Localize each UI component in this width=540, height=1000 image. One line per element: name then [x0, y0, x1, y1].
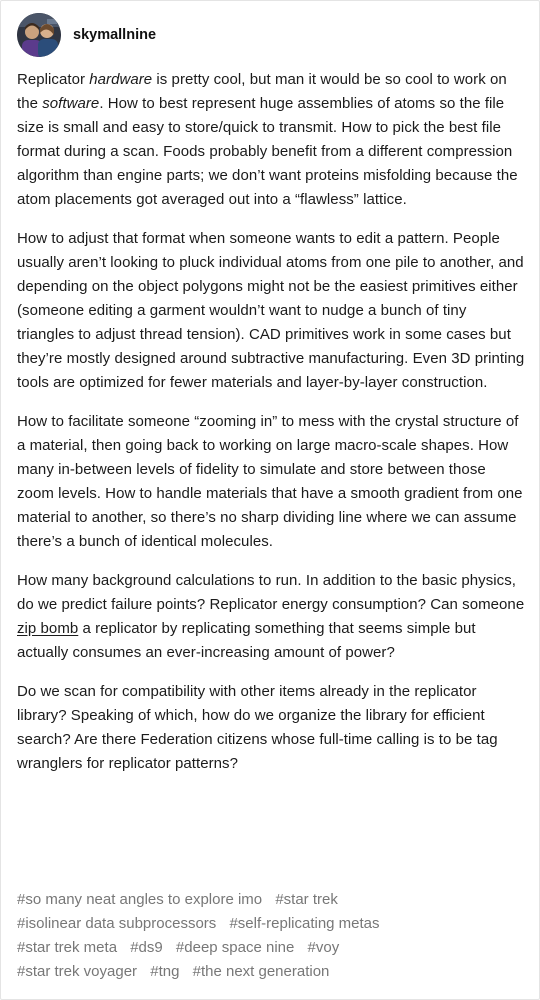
tag-link[interactable]: #isolinear data subprocessors [17, 915, 217, 932]
tag-link[interactable]: #the next generation [192, 963, 330, 980]
tag-link[interactable]: #so many neat angles to explore imo [17, 891, 263, 908]
username-link[interactable]: skymallnine [73, 27, 157, 43]
paragraph-1-text-e: . How to best represent huge assemblies of atoms so the file size is small and easy to store/quick to transmit. How to pick the best file format during a scan. Foods probably benefit from a different compression algorithm than engine parts; we don’t want proteins misfolding because the atom placements got averaged out into a “flawless” lattice. [17, 95, 518, 208]
tag-link[interactable]: #star trek meta [17, 939, 118, 956]
paragraph-1-em-hardware: hardware [89, 71, 153, 88]
paragraph-4-text-b: a replicator by replicating something that seems simple but actually consumes an ever-increasing amount of power? [17, 620, 476, 661]
avatar-photo-icon[interactable] [17, 13, 61, 57]
paragraph-1-text-c: is pretty cool, but man it would be so cool to work on the [17, 71, 507, 112]
tag-link[interactable]: #deep space nine [175, 939, 295, 956]
tag-link[interactable]: #ds9 [130, 939, 163, 956]
post-header [17, 13, 156, 57]
post-body [17, 68, 525, 791]
tag-link[interactable]: #tng [150, 963, 180, 980]
paragraph-5: Do we scan for compatibility with other items already in the replicator library? Speaking of which, how do we organize the library for efficient search? Are there Federation citizens whose full-time calling is to be tag wranglers for replicator patterns? [17, 683, 498, 772]
paragraph-2: How to adjust that format when someone wants to edit a pattern. People usually aren’t looking to pluck individual atoms from one pile to another, and depending on the object polygons might not be the easiest primitives either (someone editing a garment wouldn’t want to nudge a bunch of tiny triangles to adjust thread tension). CAD primitives work in some cases but they’re mostly designed around subtractive manufacturing. Even 3D printing tools are optimized for fewer materials and layer-by-layer construction. [17, 230, 525, 391]
paragraph-1 [17, 68, 525, 212]
paragraph-4 [17, 569, 525, 665]
tag-list [17, 888, 527, 984]
paragraph-1-text-a: Replicator [17, 71, 90, 88]
zip-bomb-link[interactable]: zip bomb [17, 620, 79, 637]
tag-link[interactable]: #star trek voyager [17, 963, 138, 980]
paragraph-1-em-software: software [42, 95, 100, 112]
paragraph-4-text-a: How many background calculations to run. In addition to the basic physics, do we predict failure points? Replicator energy consumption? Can someone [17, 572, 525, 613]
paragraph-3: How to facilitate someone “zooming in” to mess with the crystal structure of a material, then going back to working on large macro-scale shapes. How many in-between levels of fidelity to simulate and store between those zoom levels. How to handle materials that have a smooth gradient from one material to another, so there’s no sharp dividing line where we can assume there’s a bunch of identical molecules. [17, 413, 523, 550]
tag-link[interactable]: #self-replicating metas [229, 915, 380, 932]
tag-link[interactable]: #star trek [275, 891, 338, 908]
tag-link[interactable]: #voy [307, 939, 340, 956]
